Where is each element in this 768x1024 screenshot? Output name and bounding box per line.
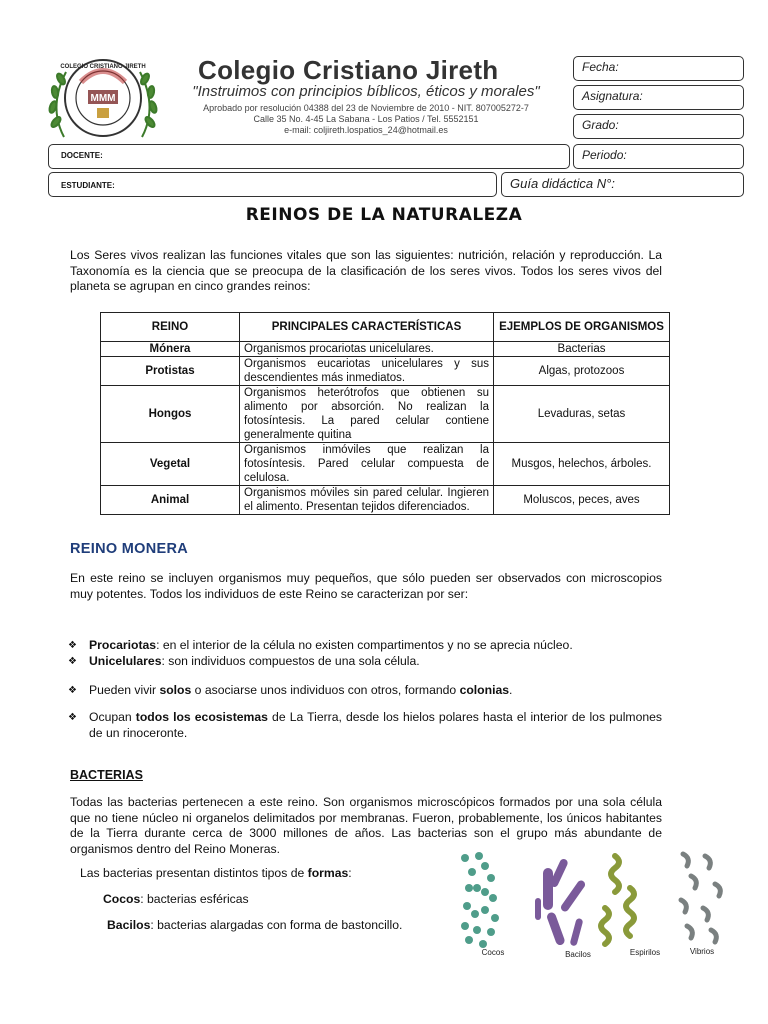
page-title: REINOS DE LA NATURALEZA — [245, 205, 523, 225]
espirilos-figure — [601, 856, 634, 944]
docente-field[interactable] — [48, 144, 570, 169]
bold-term: colonias — [459, 683, 510, 697]
periodo-field[interactable] — [573, 144, 744, 169]
bullet-text: Ocupan — [89, 710, 136, 724]
logo-letters: MMM — [90, 93, 116, 104]
bacilos-line — [107, 918, 402, 932]
cell-ejem: Levaduras, setas — [494, 386, 670, 443]
label-vibrios: Vibrios — [689, 947, 715, 956]
bullet-procariotas — [68, 638, 662, 654]
fecha-field[interactable] — [573, 56, 744, 81]
bold-term: solos — [159, 683, 192, 697]
forms-text: : bacterias esféricas — [140, 892, 249, 906]
periodo-label: Periodo: — [582, 148, 627, 162]
cocos-figure — [461, 852, 499, 948]
guia-label: Guía didáctica N°: — [510, 176, 615, 191]
school-logo — [44, 52, 162, 150]
guia-field[interactable] — [501, 172, 744, 197]
header-caracteristicas: PRINCIPALES CARACTERÍSTICAS — [240, 313, 494, 342]
forms-intro — [80, 866, 352, 880]
cell-reino: Vegetal — [101, 443, 240, 486]
docente-label: DOCENTE: — [61, 151, 103, 160]
cocos-line — [103, 892, 249, 906]
cell-reino: Protistas — [101, 357, 240, 386]
address-line: Calle 35 No. 4-45 La Sabana - Los Patios / Tel. 5552151 — [253, 114, 479, 124]
logo-ring-text: COLEGIO CRISTIANO JIRETH — [60, 64, 146, 70]
school-motto: "Instruimos con principios bíblicos, éticos y morales" — [192, 83, 540, 100]
bold-term: Unicelulares — [89, 654, 162, 668]
forms-text: Las bacterias presentan distintos tipos de — [80, 866, 308, 880]
asignatura-field[interactable] — [573, 85, 744, 110]
intro-paragraph: Los Seres vivos realizan las funciones vitales que son las siguientes: nutrición, relación y reproducción. La Taxonomía es la ciencia que se preocupa de la clasificación de los seres vivos. Todos los seres vivos del planeta se agrupan en cinco grandes reinos: — [70, 248, 662, 293]
cell-ejem: Musgos, helechos, árboles. — [494, 443, 670, 486]
table-row — [101, 342, 670, 357]
bold-term: Cocos — [103, 892, 141, 906]
bacilos-figure — [535, 858, 587, 947]
grado-label: Grado: — [582, 118, 619, 132]
bullet-unicelulares — [68, 654, 662, 670]
bacterias-heading: BACTERIAS — [70, 768, 143, 782]
header-ejemplos: EJEMPLOS DE ORGANISMOS — [494, 313, 670, 342]
bullet-colonias — [68, 683, 662, 699]
forms-text: : — [348, 866, 352, 880]
bacteria-shapes-illustration — [455, 848, 735, 963]
bullet-text: de La Tierra, desde los hielos polares hasta el interior de los pulmones de un rinoceronte. — [89, 710, 662, 740]
table-row — [101, 386, 670, 443]
bullet-text: : en el interior de la célula no existen compartimentos y no se aprecia núcleo. — [156, 638, 573, 652]
label-bacilos: Bacilos — [565, 950, 591, 959]
bacterias-paragraph: Todas las bacterias pertenecen a este reino. Son organismos microscópicos formados por una sola célula que no tiene núcleo ni organelos delimitados por membranas. Fueron, probablemente, los únicos habitantes de la Tierra durante cerca de 3000 millones de años. Las bacterias son el grupo más abundante de organismos dentro del Reino Moneras. — [70, 795, 662, 856]
cell-carac: Organismos móviles sin pared celular. Ingieren el alimento. Presentan tejidos diferenciados. — [240, 486, 494, 515]
cell-ejem: Algas, protozoos — [494, 357, 670, 386]
grado-field[interactable] — [573, 114, 744, 139]
fecha-label: Fecha: — [582, 60, 619, 74]
diamond-bullet-icon: ❖ — [68, 712, 77, 723]
monera-heading: REINO MONERA — [70, 541, 188, 557]
estudiante-label: ESTUDIANTE: — [61, 181, 115, 190]
bold-term: Bacilos — [107, 918, 151, 932]
diamond-bullet-icon: ❖ — [68, 656, 77, 667]
label-espirilos: Espirilos — [629, 948, 661, 957]
cell-ejem: Bacterias — [494, 342, 670, 357]
bullet-text: Pueden vivir — [89, 683, 160, 697]
resolution-line: Aprobado por resolución 04388 del 23 de Noviembre de 2010 - NIT. 807005272-7 — [203, 103, 529, 113]
kingdoms-table — [100, 312, 670, 515]
table-row — [101, 486, 670, 515]
bold-term: formas — [307, 866, 349, 880]
estudiante-field[interactable] — [48, 172, 497, 197]
table-row — [101, 443, 670, 486]
cell-ejem: Moluscos, peces, aves — [494, 486, 670, 515]
bold-term: Procariotas — [89, 638, 157, 652]
cell-reino: Mónera — [101, 342, 240, 357]
asignatura-label: Asignatura: — [582, 89, 643, 103]
cell-reino: Hongos — [101, 386, 240, 443]
cell-carac: Organismos heterótrofos que obtienen su alimento por absorción. No realizan la fotosíntesis. La pared celular contiene generalmente quitina — [240, 386, 494, 443]
forms-text: : bacterias alargadas con forma de bastoncillo. — [150, 918, 403, 932]
bullet-text: . — [509, 683, 513, 697]
email-line: e-mail: coljireth.lospatios_24@hotmail.es — [284, 125, 448, 135]
diamond-bullet-icon: ❖ — [68, 640, 77, 651]
vibrios-figure — [681, 854, 720, 942]
cell-carac: Organismos inmóviles que realizan la fotosíntesis. Pared celular compuesta de celulosa. — [240, 443, 494, 486]
cell-carac: Organismos eucariotas unicelulares y sus descendientes más inmediatos. — [240, 357, 494, 386]
bullet-text: : son individuos compuestos de una sola célula. — [161, 654, 420, 668]
cell-carac: Organismos procariotas unicelulares. — [240, 342, 494, 357]
table-header-row — [101, 313, 670, 342]
header-reino: REINO — [101, 313, 240, 342]
school-name: Colegio Cristiano Jireth — [198, 55, 499, 85]
monera-intro: En este reino se incluyen organismos muy pequeños, que sólo pueden ser observados con microscopios muy potentes. Todos los individuos de este Reino se caracterizan por ser: — [70, 571, 662, 601]
bold-term: todos los ecosistemas — [135, 710, 268, 724]
bullet-text: o asociarse unos individuos con otros, formando — [191, 683, 460, 697]
label-cocos: Cocos — [481, 948, 505, 957]
bullet-ecosistemas — [68, 710, 662, 741]
cell-reino: Animal — [101, 486, 240, 515]
diamond-bullet-icon: ❖ — [68, 685, 77, 696]
table-row — [101, 357, 670, 386]
